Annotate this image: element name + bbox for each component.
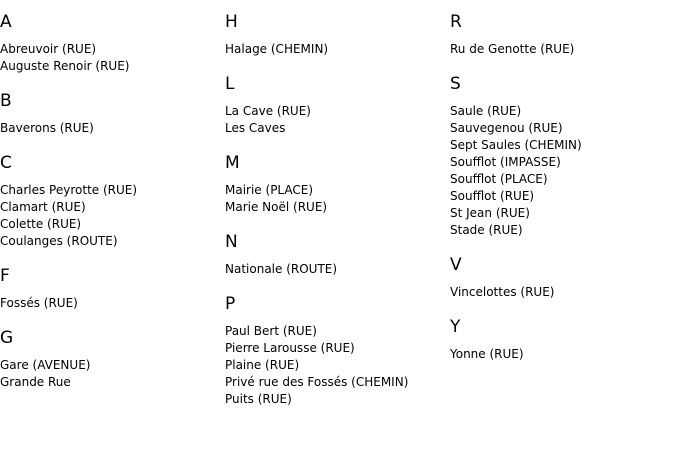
street-list [0,295,225,312]
street-link[interactable]: Halage (CHEMIN) [225,42,329,56]
street-list [450,103,675,239]
letter-heading: M [225,153,240,173]
letter-group [225,282,450,412]
street-link[interactable]: Clamart (RUE) [0,200,86,214]
street-list-item [225,199,450,216]
street-list [225,323,450,408]
street-link[interactable]: St Jean (RUE) [450,206,530,220]
street-link[interactable]: Coulanges (ROUTE) [0,234,118,248]
street-link[interactable]: Soufflot (PLACE) [450,172,548,186]
street-link[interactable]: Abreuvoir (RUE) [0,42,97,56]
street-list-item [450,205,675,222]
street-list-item [0,41,225,58]
street-list-item [225,261,450,278]
street-link[interactable]: Charles Peyrotte (RUE) [0,183,138,197]
street-list-item [225,120,450,137]
letter-heading: A [0,12,12,32]
street-link[interactable]: La Cave (RUE) [225,104,311,118]
street-link[interactable]: Gare (AVENUE) [0,358,91,372]
street-list-item [0,58,225,75]
street-list-item [450,103,675,120]
letter-heading: S [450,74,461,94]
street-link[interactable]: Soufflot (RUE) [450,189,535,203]
letter-heading: V [450,255,462,275]
street-list-item [225,41,450,58]
street-list-item [225,323,450,340]
street-list-item [0,374,225,391]
letter-group [225,62,450,141]
street-list [225,103,450,137]
street-list-item [225,357,450,374]
street-link[interactable]: Saule (RUE) [450,104,522,118]
street-list-item [0,357,225,374]
street-link[interactable]: Mairie (PLACE) [225,183,314,197]
street-link[interactable]: Colette (RUE) [0,217,82,231]
street-list [0,120,225,137]
street-link[interactable]: Plaine (RUE) [225,358,300,372]
street-link[interactable]: Baverons (RUE) [0,121,94,135]
street-list-item [450,222,675,239]
letter-heading: B [0,91,12,111]
street-index-column-3 [450,0,675,367]
street-list-item [0,199,225,216]
street-link[interactable]: Grande Rue [0,375,71,389]
street-list [225,41,450,58]
letter-heading: L [225,74,235,94]
street-list [450,284,675,301]
street-list-item [450,171,675,188]
street-link[interactable]: Fossés (RUE) [0,296,78,310]
street-list-item [0,295,225,312]
street-list-item [450,120,675,137]
street-link[interactable]: Puits (RUE) [225,392,292,406]
street-link[interactable]: Les Caves [225,121,286,135]
street-list-item [450,41,675,58]
letter-heading: G [0,328,14,348]
street-list-item [225,103,450,120]
street-link[interactable]: Pierre Larousse (RUE) [225,341,355,355]
letter-group [450,243,675,305]
street-list-item [450,188,675,205]
letter-group [450,305,675,367]
street-link[interactable]: Sauvegenou (RUE) [450,121,563,135]
letter-group [450,0,675,62]
street-list-item [225,374,450,391]
street-list-item [0,182,225,199]
letter-group [225,0,450,62]
street-list-item [0,120,225,137]
street-list [0,41,225,75]
street-list-item [225,182,450,199]
letter-heading: F [0,266,10,286]
street-list-item [450,154,675,171]
street-link[interactable]: Vincelottes (RUE) [450,285,555,299]
street-link[interactable]: Paul Bert (RUE) [225,324,317,338]
street-link[interactable]: Ru de Genotte (RUE) [450,42,575,56]
letter-group [0,79,225,141]
street-link[interactable]: Stade (RUE) [450,223,523,237]
letter-heading: H [225,12,238,32]
street-link[interactable]: Yonne (RUE) [450,347,524,361]
letter-group [0,141,225,254]
letter-heading: R [450,12,462,32]
street-list-item [450,284,675,301]
letter-group [0,316,225,395]
street-list [0,357,225,391]
letter-group [450,62,675,243]
letter-heading: N [225,232,238,252]
street-link[interactable]: Auguste Renoir (RUE) [0,59,130,73]
letter-heading: Y [450,317,461,337]
street-list-item [450,137,675,154]
street-link[interactable]: Sept Saules (CHEMIN) [450,138,582,152]
street-list [450,41,675,58]
letter-group [0,254,225,316]
street-list-item [225,391,450,408]
street-list [225,182,450,216]
street-link[interactable]: Privé rue des Fossés (CHEMIN) [225,375,409,389]
street-link[interactable]: Soufflot (IMPASSE) [450,155,561,169]
street-list [0,182,225,250]
street-list-item [450,346,675,363]
street-list-item [0,233,225,250]
street-index-column-1 [0,0,225,395]
street-list [225,261,450,278]
letter-group [225,220,450,282]
letter-heading: P [225,294,236,314]
letter-group [225,141,450,220]
street-link[interactable]: Marie Noël (RUE) [225,200,328,214]
letter-group [0,0,225,79]
street-list [450,346,675,363]
letter-heading: C [0,153,12,173]
street-index-column-2 [225,0,450,412]
street-list-item [225,340,450,357]
street-link[interactable]: Nationale (ROUTE) [225,262,338,276]
street-list-item [0,216,225,233]
